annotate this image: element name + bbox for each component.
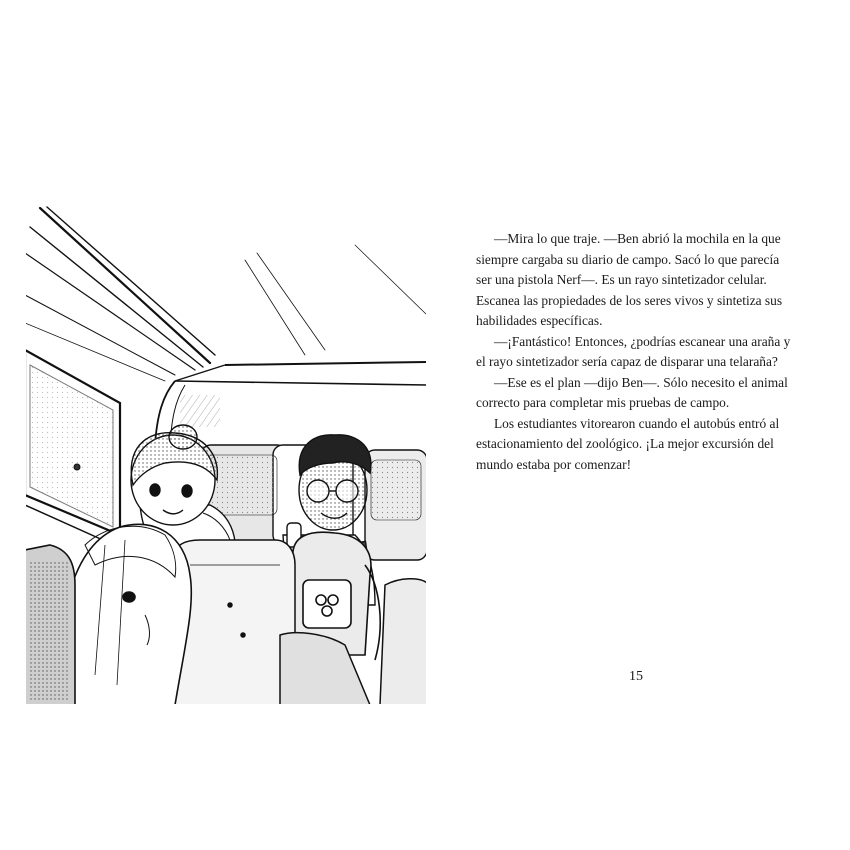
paragraph: —Ese es el plan —dijo Ben—. Sólo necesito el animal correcto para completar mis pruebas de campo. [476, 374, 788, 410]
paragraph: —Mira lo que traje. —Ben abrió la mochila en la que siempre cargaba su diario de campo. Sacó lo que parecía ser una pistola Nerf—. Es un rayo sintetizador celular. Escanea las propiedades de los seres vivos y sintetiza sus habilidades específicas. [476, 231, 783, 328]
paragraph: —¡Fantástico! Entonces, ¿podrías escanear una araña y el rayo sintetizador sería capaz de disparar una telaraña? [476, 333, 791, 369]
paragraph: Los estudiantes vitorearon cuando el autobús entró al estacionamiento del zoológico. ¡La mejor excursión del mundo estaba por comenzar! [476, 415, 780, 472]
bus-illustration [25, 205, 427, 705]
story-text [476, 229, 798, 475]
page-number: 15 [629, 669, 643, 684]
front-left-seat [25, 545, 75, 705]
bus-illustration-drawing [25, 205, 427, 705]
